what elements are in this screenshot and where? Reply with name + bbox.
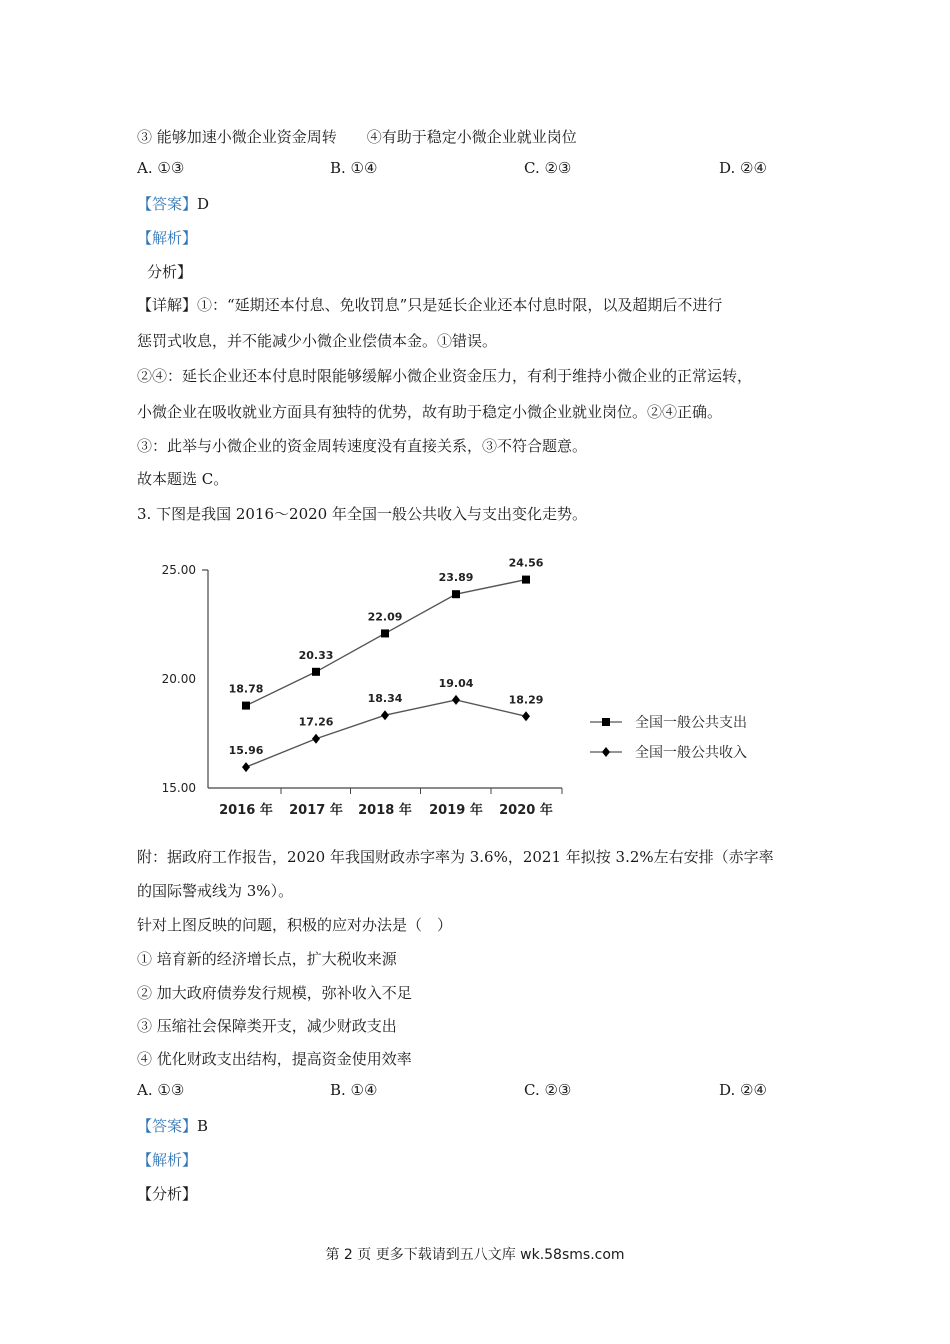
- choice-a[interactable]: A. ①③: [137, 159, 185, 177]
- choice-c[interactable]: C. ②③: [524, 1081, 572, 1099]
- data-label: 17.26: [298, 715, 334, 729]
- data-point-diamond: [242, 762, 250, 772]
- legend-label: 全国一般公共支出: [635, 715, 747, 731]
- legend-label: 全国一般公共收入: [635, 745, 747, 761]
- q3-answer: [137, 1115, 208, 1137]
- fenxi-label: 【分析】: [137, 1185, 198, 1203]
- data-label: 24.56: [508, 556, 544, 570]
- q3-note-2: 的国际警戒线为 3%）。: [137, 882, 294, 900]
- y-tick-label: 25.00: [161, 563, 196, 577]
- choice-a[interactable]: A. ①③: [137, 1081, 185, 1099]
- y-tick-label: 20.00: [161, 672, 196, 686]
- series-line-1: [246, 700, 526, 767]
- data-point-diamond: [522, 711, 530, 721]
- fiscal-chart: [150, 548, 790, 828]
- detail-1: [137, 294, 722, 316]
- detail-text-1: ①：“延期还本付息、免收罚息”只是延长企业还本付息时限，以及超期后不进行: [197, 296, 723, 314]
- x-tick-label: 2016 年: [219, 803, 273, 818]
- detail-5: ③：此举与小微企业的资金周转速度没有直接关系，③不符合题意。: [137, 437, 588, 455]
- q3-item-3: ③ 压缩社会保障类开支，减少财政支出: [137, 1017, 397, 1035]
- data-label: 19.04: [438, 676, 474, 690]
- detail-4: 小微企业在吸收就业方面具有独特的优势，故有助于稳定小微企业就业岗位。②④正确。: [137, 403, 723, 421]
- q3-item-1: ① 培育新的经济增长点，扩大税收来源: [137, 950, 397, 968]
- q3-stem: 3. 下图是我国 2016～2020 年全国一般公共收入与支出变化走势。: [137, 505, 587, 523]
- x-tick-label: 2020 年: [499, 803, 553, 818]
- data-point-square: [381, 629, 389, 637]
- x-tick-label: 2018 年: [358, 803, 412, 818]
- choice-d[interactable]: D. ②④: [719, 159, 767, 177]
- data-label: 20.33: [298, 648, 334, 662]
- analysis-label: 【解析】: [137, 1151, 198, 1169]
- detail-2: 惩罚式收息，并不能减少小微企业偿债本金。①错误。: [137, 332, 498, 350]
- conclusion: 故本题选 C。: [137, 470, 229, 488]
- x-tick-label: 2019 年: [429, 803, 483, 818]
- answer-value: B: [197, 1117, 209, 1135]
- y-tick-label: 15.00: [161, 781, 196, 795]
- q2-answer: [137, 193, 209, 215]
- x-tick-label: 2017 年: [289, 803, 343, 818]
- analysis-label: 【解析】: [137, 229, 198, 247]
- data-label: 18.29: [508, 693, 544, 707]
- choice-b[interactable]: B. ①④: [330, 159, 378, 177]
- answer-label: 【答案】: [137, 1117, 198, 1135]
- choice-d[interactable]: D. ②④: [719, 1081, 767, 1099]
- data-point-square: [242, 702, 250, 710]
- page-footer: 第 2 页 更多下载请到五八文库 wk.58sms.com: [325, 1247, 625, 1263]
- data-point-diamond: [312, 734, 320, 744]
- data-label: 18.78: [228, 682, 264, 696]
- legend-marker-square: [602, 718, 610, 726]
- choice-b[interactable]: B. ①④: [330, 1081, 378, 1099]
- option-line-3-4: ③ 能够加速小微企业资金周转 ④有助于稳定小微企业就业岗位: [137, 128, 577, 146]
- q3-question: 针对上图反映的问题，积极的应对办法是（ ）: [137, 916, 453, 934]
- q3-item-4: ④ 优化财政支出结构，提高资金使用效率: [137, 1050, 412, 1068]
- data-label: 15.96: [228, 744, 264, 758]
- q3-item-2: ② 加大政府债券发行规模，弥补收入不足: [137, 984, 412, 1002]
- answer-value: D: [197, 195, 210, 213]
- series-line-0: [246, 580, 526, 706]
- choice-c[interactable]: C. ②③: [524, 159, 572, 177]
- data-point-diamond: [381, 710, 389, 720]
- data-label: 23.89: [438, 571, 474, 585]
- detail-label: 【详解】: [137, 296, 198, 314]
- q3-note-1: 附：据政府工作报告，2020 年我国财政赤字率为 3.6%，2021 年拟按 3.2%左右安排（赤字率: [137, 848, 774, 866]
- data-point-diamond: [452, 695, 460, 705]
- answer-label: 【答案】: [137, 195, 198, 213]
- data-label: 18.34: [367, 692, 403, 706]
- fenxi-label: 分析】: [147, 263, 193, 281]
- data-point-square: [312, 668, 320, 676]
- detail-3: ②④：延长企业还本付息时限能够缓解小微企业资金压力，有利于维持小微企业的正常运转，: [137, 367, 753, 385]
- data-point-square: [452, 590, 460, 598]
- data-point-square: [522, 576, 530, 584]
- data-label: 22.09: [367, 610, 403, 624]
- legend-marker-diamond: [602, 747, 610, 757]
